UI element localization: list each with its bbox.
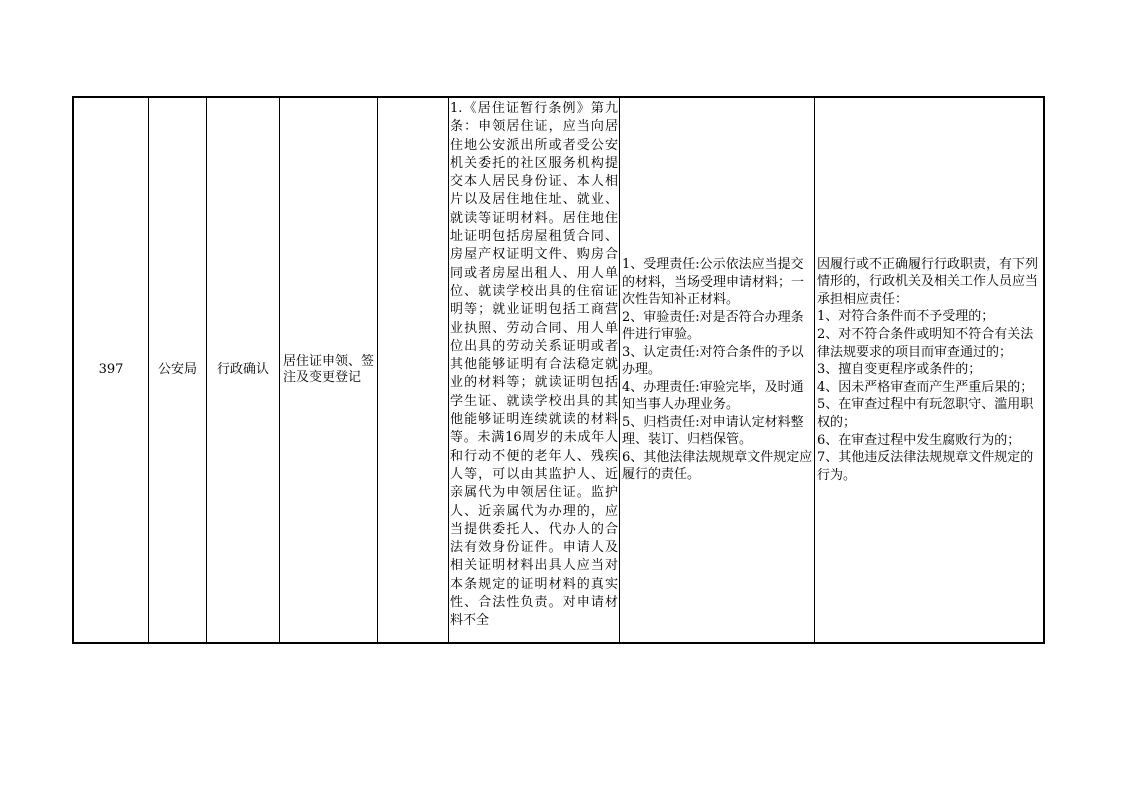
department-cell xyxy=(149,97,207,643)
table-row xyxy=(73,97,1044,643)
liability-item: 1、对符合条件而不予受理的； xyxy=(817,309,995,325)
row-number-cell xyxy=(73,97,149,643)
responsibility-item: 6、其他法律法规规章文件规定应履行的责任。 xyxy=(622,449,813,483)
legal-basis-text: 1.《居住证暂行条例》第九条：申领居住证，应当向居住地公安派出所或者受公安机关委托的社区服务机构提交本人居民身份证、本人相片以及居住地住址、就业、就读等证明材料。居住地住址证明包括房屋租赁合同、房屋产权证明文件、购房合同或者房屋出租人、用人单位、就读学校出具的住宿证明等；就业证明包括工商营业执照、劳动合同、用人单位出具的劳动关系证明或者其他能够证明有合法稳定就业的材料等；就读证明包括学生证、就读学校出具的其他能够证明连续就读的材料等。未满16周岁的未成年人和行动不便的老年人、残疾人等，可以由其监护人、近亲属代为申领居住证。监护人、近亲属代为办理的，应当提供委托人、代办人的合法有效身份证件。申请人及相关证明材料出具人应当对本条规定的证明材料的真实性、合法性负责。对申请材料不全 xyxy=(450,101,618,629)
responsibility-item: 4、办理责任:审验完毕，及时通知当事人办理业务。 xyxy=(622,379,804,413)
legal-basis-cell xyxy=(449,97,620,643)
department: 公安局 xyxy=(157,362,197,377)
sub-item-cell xyxy=(378,97,449,643)
liability-cell xyxy=(815,97,1045,643)
row-number: 397 xyxy=(98,362,124,377)
liability-item: 7、其他违反法律法规规章文件规定的行为。 xyxy=(817,450,1034,483)
liability-item: 4、因未严格审查而产生严重后果的； xyxy=(817,379,1034,395)
responsibility-list xyxy=(620,256,814,484)
responsibilities-cell xyxy=(620,97,815,643)
responsibility-item: 3、认定责任:对符合条件的予以办理。 xyxy=(622,344,804,378)
liability-item: 2、对不符合条件或明知不符合有关法律法规要求的项目而审查通过的； xyxy=(817,327,1034,360)
liability-list xyxy=(815,256,1043,485)
responsibility-item: 5、归档责任:对申请认定材料整理、装订、归档保管。 xyxy=(622,414,804,448)
power-list-table xyxy=(72,96,1045,644)
liability-item: 3、擅自变更程序或条件的； xyxy=(817,362,982,378)
responsibility-item: 1、受理责任:公示依法应当提交的材料，当场受理申请材料；一次性告知补正材料。 xyxy=(622,257,805,308)
power-type-cell xyxy=(207,97,280,643)
responsibility-item: 2、审验责任:对是否符合办理条件进行审验。 xyxy=(622,309,804,343)
liability-item: 5、在审查过程中有玩忽职守、滥用职权的； xyxy=(817,397,1034,430)
liability-intro: 因履行或不正确履行行政职责，有下列情形的，行政机关及相关工作人员应当承担相应责任： xyxy=(817,256,1039,307)
item-name: 居住证申领、签注及变更登记 xyxy=(283,354,375,385)
power-type: 行政确认 xyxy=(216,362,269,377)
liability-item: 6、在审查过程中发生腐败行为的； xyxy=(817,432,1021,448)
item-name-cell xyxy=(280,97,378,643)
